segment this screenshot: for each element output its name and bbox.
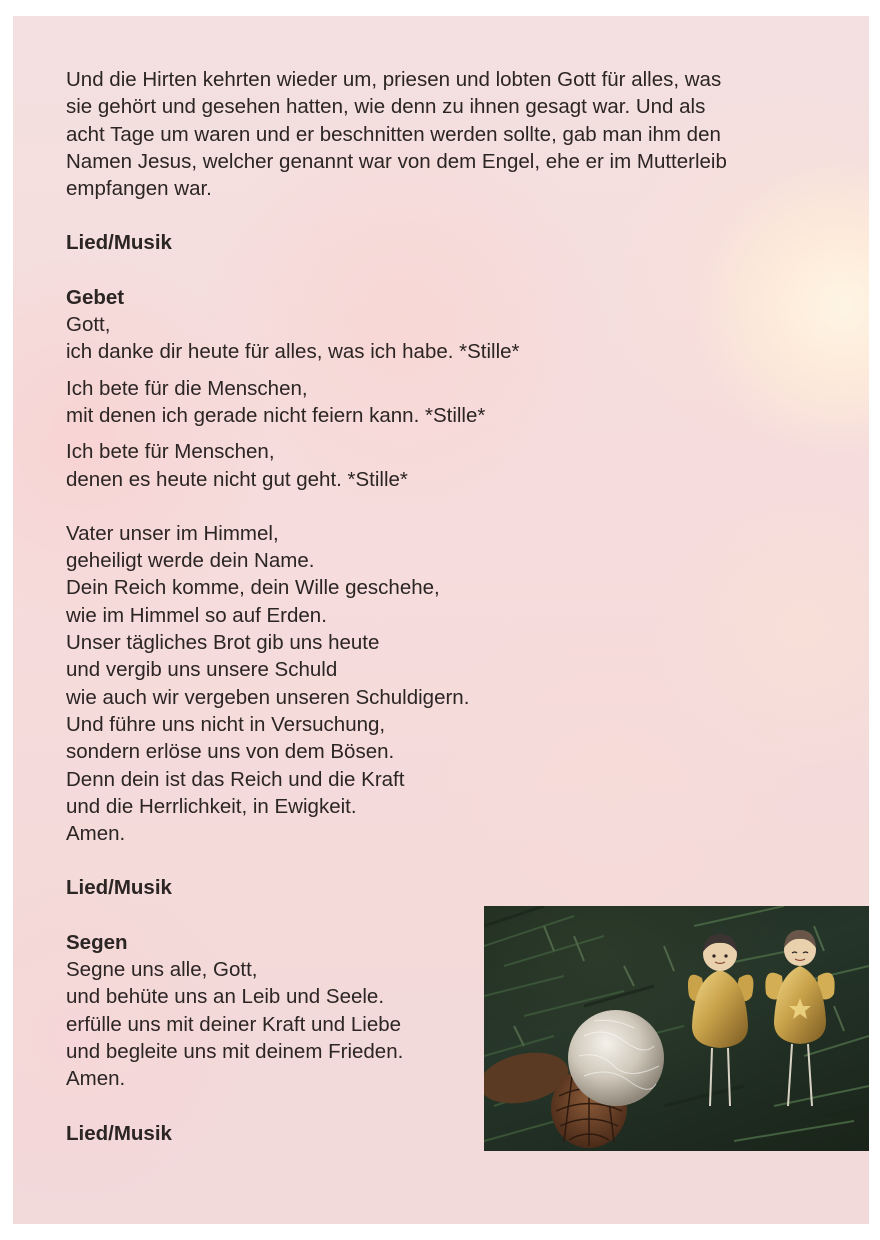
intro-line: sie gehört und gesehen hatten, wie denn zu ihnen gesagt war. Und als bbox=[66, 95, 706, 119]
lied-musik-heading-1: Lied/Musik bbox=[66, 231, 172, 255]
vaterunser-line: Unser tägliches Brot gib uns heute bbox=[66, 631, 380, 655]
christmas-angels-illustration bbox=[484, 906, 869, 1151]
silver-ornament-ball bbox=[568, 1010, 664, 1106]
intro-line: Namen Jesus, welcher genannt war von dem Engel, ehe er im Mutterleib bbox=[66, 149, 727, 173]
page-background bbox=[13, 16, 869, 1224]
segen-heading: Segen bbox=[66, 930, 128, 954]
intro-line: empfangen war. bbox=[66, 177, 212, 201]
segen-line: Amen. bbox=[66, 1067, 126, 1091]
vaterunser-line: geheiligt werde dein Name. bbox=[66, 549, 315, 573]
vaterunser-line: Denn dein ist das Reich und die Kraft bbox=[66, 767, 405, 791]
vaterunser-line: und die Herrlichkeit, in Ewigkeit. bbox=[66, 794, 357, 818]
vaterunser-line: wie im Himmel so auf Erden. bbox=[66, 603, 327, 627]
spacer bbox=[66, 493, 806, 520]
segen-line: und behüte uns an Leib und Seele. bbox=[66, 985, 385, 1009]
vaterunser-line: Amen. bbox=[66, 822, 126, 846]
gebet-stanza-1 bbox=[66, 311, 806, 366]
lied-musik-heading-2: Lied/Musik bbox=[66, 876, 172, 900]
gebet-line: Ich bete für die Menschen, bbox=[66, 376, 308, 400]
christmas-angels-photo bbox=[484, 906, 869, 1151]
vaterunser-line: und vergib uns unsere Schuld bbox=[66, 658, 338, 682]
gebet-line: denen es heute nicht gut geht. *Stille* bbox=[66, 467, 408, 491]
vaterunser-prayer bbox=[66, 520, 806, 848]
intro-line: Und die Hirten kehrten wieder um, priesen und lobten Gott für alles, was bbox=[66, 68, 722, 91]
spacer bbox=[66, 847, 806, 874]
spacer bbox=[66, 257, 806, 284]
gebet-line: mit denen ich gerade nicht feiern kann. *Stille* bbox=[66, 403, 486, 427]
spacer bbox=[66, 366, 806, 375]
segen-line: und begleite uns mit deinem Frieden. bbox=[66, 1039, 404, 1063]
vaterunser-line: sondern erlöse uns von dem Bösen. bbox=[66, 740, 395, 764]
spacer bbox=[66, 202, 806, 229]
gebet-line: ich danke dir heute für alles, was ich habe. *Stille* bbox=[66, 340, 520, 364]
gold-angel-right bbox=[765, 930, 834, 1106]
gebet-heading: Gebet bbox=[66, 285, 125, 309]
segen-line: erfülle uns mit deiner Kraft und Liebe bbox=[66, 1012, 402, 1036]
gebet-stanza-2 bbox=[66, 375, 806, 430]
vaterunser-line: wie auch wir vergeben unseren Schuldigern. bbox=[66, 685, 470, 709]
vaterunser-line: Vater unser im Himmel, bbox=[66, 521, 279, 545]
gebet-line: Gott, bbox=[66, 313, 111, 337]
vaterunser-line: Und führe uns nicht in Versuchung, bbox=[66, 712, 386, 736]
lied-musik-heading-3: Lied/Musik bbox=[66, 1121, 172, 1145]
intro-paragraph bbox=[66, 66, 806, 202]
intro-line: acht Tage um waren und er beschnitten werden sollte, gab man ihm den bbox=[66, 122, 721, 146]
vaterunser-line: Dein Reich komme, dein Wille geschehe, bbox=[66, 576, 440, 600]
gebet-stanza-3 bbox=[66, 438, 806, 493]
gebet-line: Ich bete für Menschen, bbox=[66, 440, 275, 464]
spacer bbox=[66, 429, 806, 438]
segen-line: Segne uns alle, Gott, bbox=[66, 958, 258, 982]
